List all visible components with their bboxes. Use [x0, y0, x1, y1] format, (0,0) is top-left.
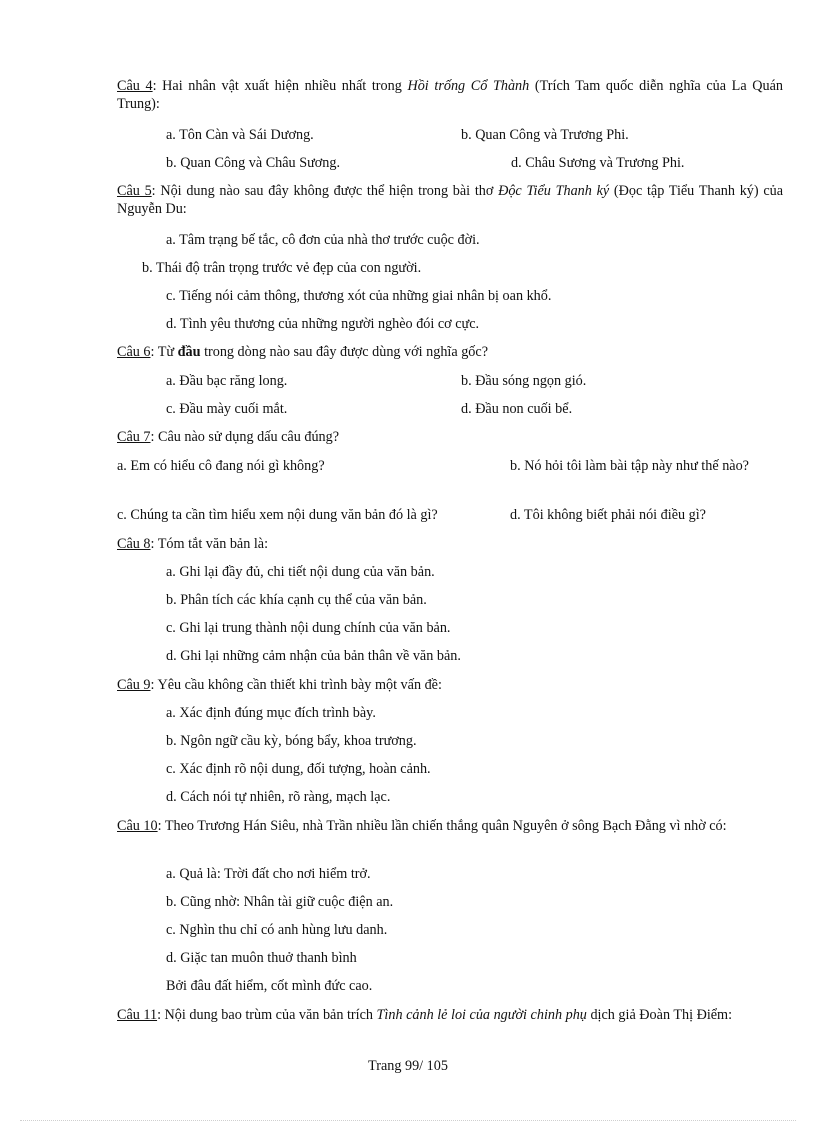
option: d. Ghi lại những cảm nhận của bản thân về văn bản. [166, 648, 461, 664]
question-label: Câu 9 [117, 677, 151, 693]
question-label: Câu 5 [117, 183, 152, 199]
question-8: Câu 8: Tóm tắt văn bản là: [117, 536, 269, 552]
page-number: Trang 99/ 105 [368, 1058, 448, 1074]
question-label: Câu 7 [117, 429, 151, 445]
option: d. Cách nói tự nhiên, rõ ràng, mạch lạc. [166, 789, 391, 805]
option: d. Đầu non cuối bể. [461, 401, 573, 417]
question-label: Câu 11 [117, 1007, 158, 1023]
option: a. Tôn Càn và Sái Dương. [166, 127, 314, 143]
option: a. Tâm trạng bế tắc, cô đơn của nhà thơ trước cuộc đời. [166, 232, 480, 248]
option: a. Quả là: Trời đất cho nơi hiểm trở. [166, 866, 371, 882]
work-title: Độc Tiểu Thanh ký [498, 183, 610, 199]
option: d. Châu Sương và Trương Phi. [511, 155, 685, 171]
option: d. Tình yêu thương của những người nghèo đói cơ cực. [166, 316, 480, 332]
option: b. Phân tích các khía cạnh cụ thể của văn bản. [166, 592, 427, 608]
option: b. Ngôn ngữ cầu kỳ, bóng bẩy, khoa trương. [166, 733, 417, 749]
question-5: Câu 5: Nội dung nào sau đây không được thể hiện trong bài thơ Độc Tiểu Thanh ký (Đọc tập Tiểu Thanh ký) của Nguyễn Du: [117, 183, 784, 217]
question-label: Câu 10 [117, 818, 158, 834]
question-7: Câu 7: Câu nào sử dụng dấu câu đúng? [117, 429, 340, 445]
option: a. Xác định đúng mục đích trình bày. [166, 705, 376, 721]
option: c. Nghìn thu chỉ có anh hùng lưu danh. [166, 922, 388, 938]
option: b. Đầu sóng ngọn gió. [461, 373, 587, 389]
option: c. Tiếng nói cảm thông, thương xót của những giai nhân bị oan khổ. [166, 288, 552, 304]
option: Bởi đâu đất hiểm, cốt mình đức cao. [166, 978, 373, 994]
question-9: Câu 9: Yêu cầu không cần thiết khi trình bày một vấn đề: [117, 677, 442, 693]
option: c. Đầu mày cuối mắt. [166, 401, 288, 417]
option: a. Đầu bạc răng long. [166, 373, 288, 389]
work-title: Tình cảnh lẻ loi của người chinh phụ [376, 1007, 587, 1023]
option: b. Cũng nhờ: Nhân tài giữ cuộc điện an. [166, 894, 394, 910]
question-4: Câu 4: Hai nhân vật xuất hiện nhiều nhất trong Hồi trống Cổ Thành (Trích Tam quốc diễn nghĩa của La Quán Trung): [117, 78, 783, 112]
option: d. Tôi không biết phải nói điều gì? [510, 507, 706, 523]
option: c. Xác định rõ nội dung, đối tượng, hoàn cảnh. [166, 761, 431, 777]
question-label: Câu 4 [117, 78, 153, 94]
question-label: Câu 6 [117, 344, 151, 360]
option: b. Quan Công và Trương Phi. [461, 127, 629, 143]
question-11: Câu 11: Nội dung bao trùm của văn bản trích Tình cảnh lẻ loi của người chinh phụ dịch giả Đoàn Thị Điểm: [117, 1007, 733, 1023]
option: a. Em có hiểu cô đang nói gì không? [117, 458, 325, 474]
option: c. Chúng ta cần tìm hiểu xem nội dung văn bản đó là gì? [117, 507, 438, 523]
question-label: Câu 8 [117, 536, 151, 552]
work-title: Hồi trống Cổ Thành [407, 78, 530, 94]
option: d. Giặc tan muôn thuở thanh bình [166, 950, 357, 966]
page-divider [20, 1120, 796, 1121]
option: b. Thái độ trân trọng trước vẻ đẹp của con người. [142, 260, 422, 276]
keyword: đầu [177, 344, 201, 360]
option: b. Nó hỏi tôi làm bài tập này như thế nào? [510, 458, 749, 474]
question-6: Câu 6: Từ đầu trong dòng nào sau đây được dùng với nghĩa gốc? [117, 344, 488, 360]
question-10: Câu 10: Theo Trương Hán Siêu, nhà Trần nhiều lần chiến thắng quân Nguyên ở sông Bạch Đằng vì nhờ có: [117, 818, 727, 834]
option: a. Ghi lại đầy đủ, chi tiết nội dung của văn bản. [166, 564, 435, 580]
option: c. Ghi lại trung thành nội dung chính của văn bản. [166, 620, 451, 636]
option: b. Quan Công và Châu Sương. [166, 155, 341, 171]
